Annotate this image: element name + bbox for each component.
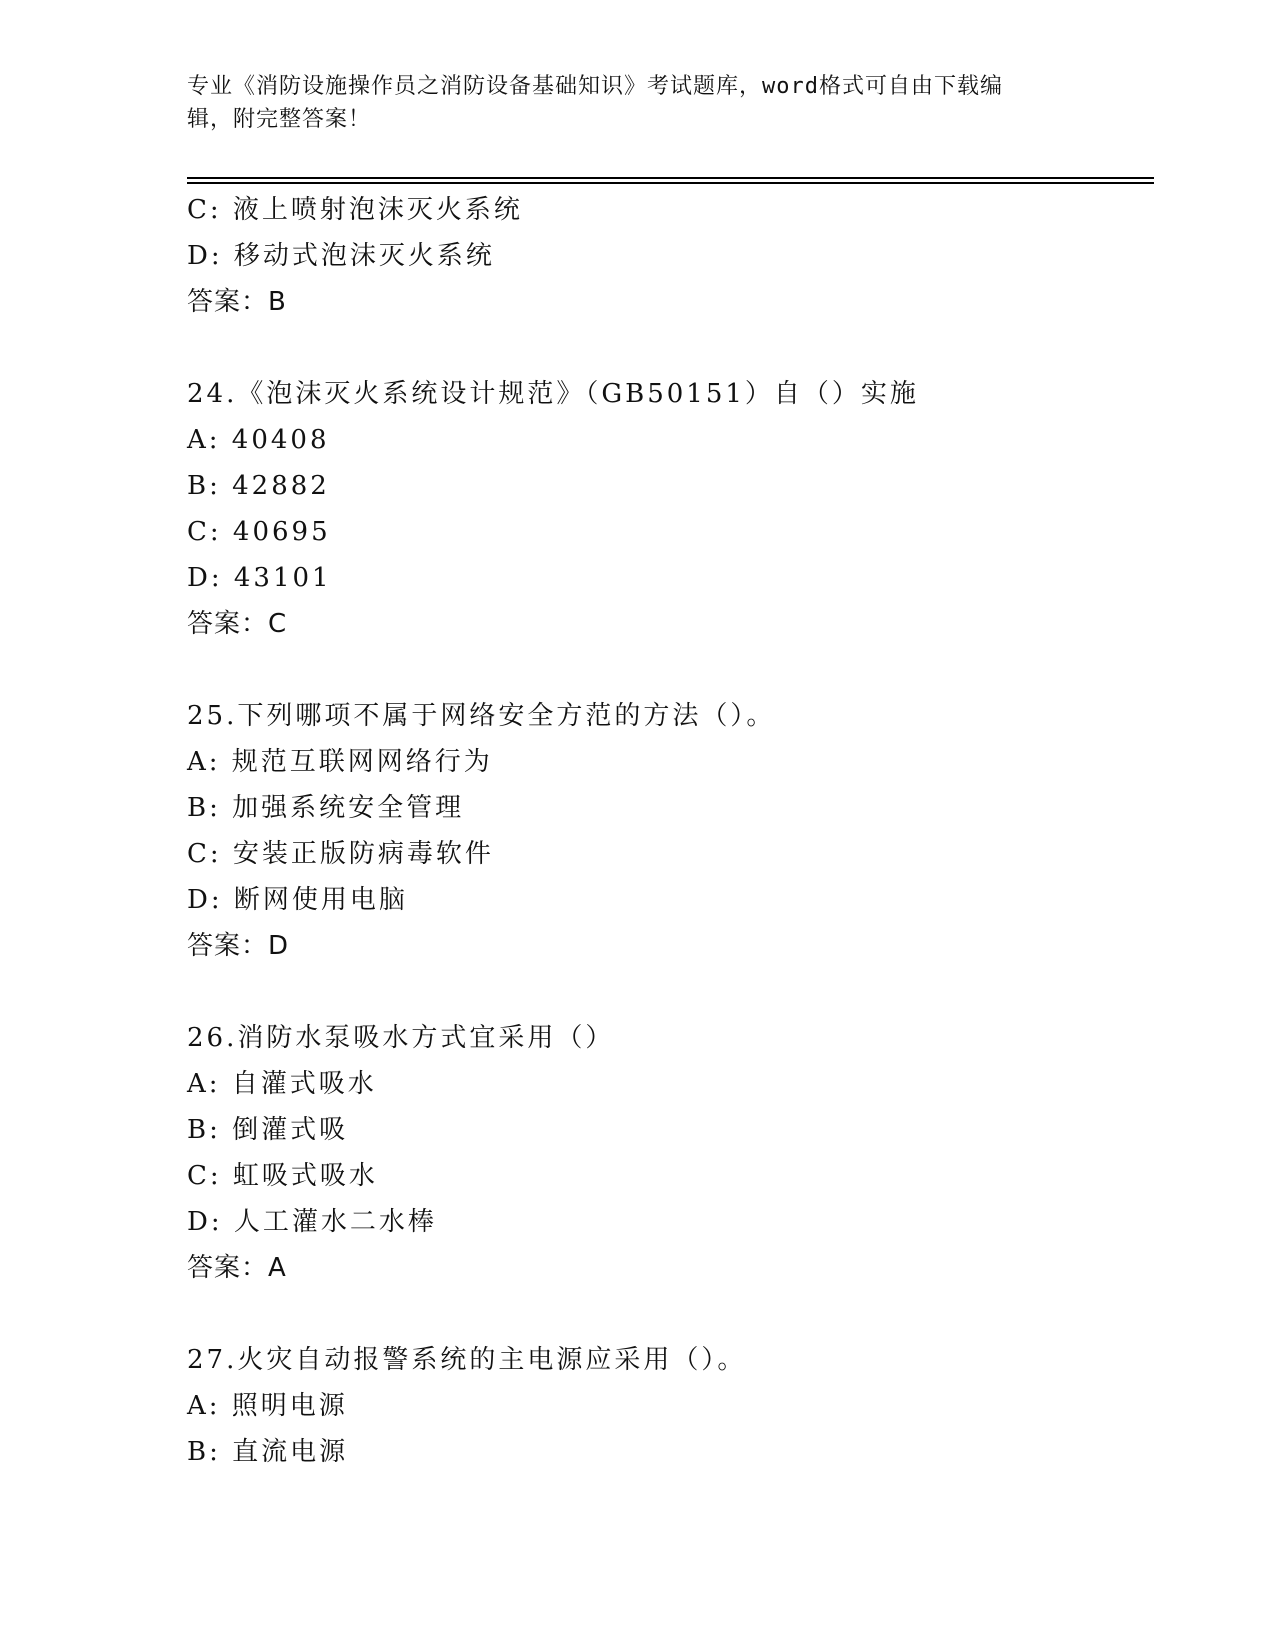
- question-24: [187, 371, 1147, 647]
- option-b: B: 42882: [187, 471, 330, 501]
- option-a: A: 40408: [187, 425, 330, 455]
- option-d: D: 断网使用电脑: [187, 885, 408, 915]
- option-a: A: 自灌式吸水: [187, 1069, 377, 1099]
- question-list: [187, 187, 1147, 1475]
- option-d: D: 人工灌水二水棒: [187, 1207, 437, 1237]
- option-b: B: 倒灌式吸: [187, 1115, 349, 1145]
- answer-line: 答案：A: [187, 1253, 287, 1283]
- option-c: C: 虹吸式吸水: [187, 1161, 378, 1191]
- question-stem: 26.消防水泵吸水方式宜采用（）: [187, 1023, 615, 1053]
- answer-line: 答案：D: [187, 931, 290, 961]
- option-c: C: 液上喷射泡沫灭火系统: [187, 195, 523, 225]
- header-divider-top: [187, 177, 1154, 179]
- question-25: [187, 693, 1147, 969]
- question-stem: 25.下列哪项不属于网络安全方范的方法（）。: [187, 701, 776, 731]
- question-fragment: [187, 187, 1147, 325]
- question-stem: 24.《泡沫灭火系统设计规范》（GB50151）自（）实施: [187, 379, 919, 409]
- header-line-1: 专业《消防设施操作员之消防设备基础知识》考试题库，word格式可自由下载编: [187, 74, 1003, 99]
- question-26: [187, 1015, 1147, 1291]
- spacer: [187, 969, 1147, 1015]
- answer-line: 答案：C: [187, 609, 288, 639]
- question-stem: 27.火灾自动报警系统的主电源应采用（）。: [187, 1345, 747, 1375]
- spacer: [187, 325, 1147, 371]
- header-line-2: 辑，附完整答案！: [187, 107, 372, 132]
- option-b: B: 直流电源: [187, 1437, 349, 1467]
- option-a: A: 照明电源: [187, 1391, 348, 1421]
- spacer: [187, 647, 1147, 693]
- option-b: B: 加强系统安全管理: [187, 793, 465, 823]
- answer-line: 答案：B: [187, 287, 287, 317]
- spacer: [187, 1291, 1147, 1337]
- option-c: C: 40695: [187, 517, 331, 547]
- option-d: D: 43101: [187, 563, 332, 593]
- header-divider-bottom: [187, 182, 1154, 184]
- option-a: A: 规范互联网网络行为: [187, 747, 493, 777]
- option-c: C: 安装正版防病毒软件: [187, 839, 494, 869]
- document-header: [187, 70, 1087, 136]
- question-27: [187, 1337, 1147, 1475]
- option-d: D: 移动式泡沫灭火系统: [187, 241, 495, 271]
